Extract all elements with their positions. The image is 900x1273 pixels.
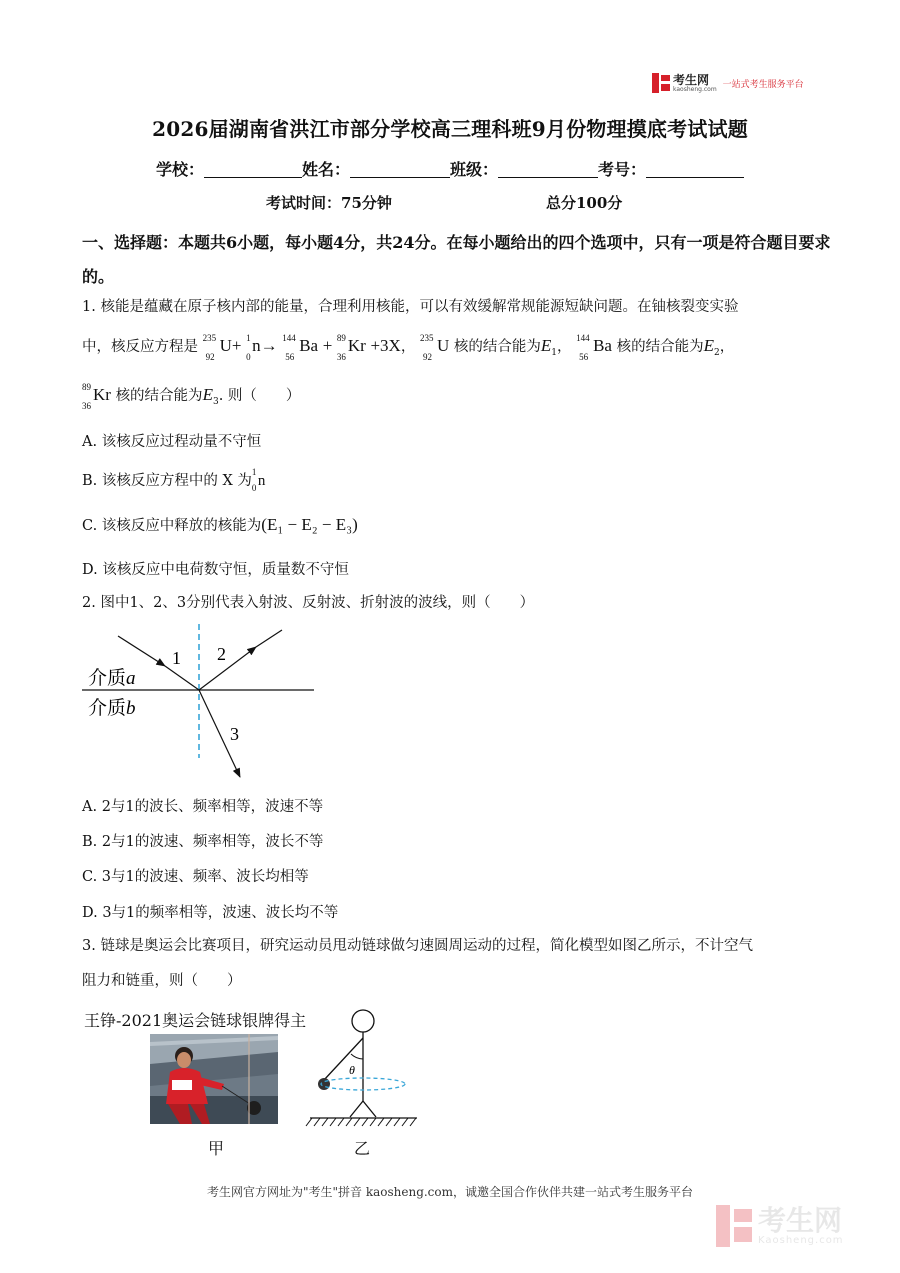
medium-b-label: 介质b — [88, 697, 136, 719]
q2-option-a[interactable]: A. 2与1的波长、频率相等，波速不等 — [82, 799, 324, 815]
student-info-row — [0, 157, 900, 180]
athlete-photo — [150, 1034, 278, 1124]
incident-ray — [165, 666, 199, 690]
q1-option-c[interactable]: C. 该核反应中释放的核能为(E₁ − E₂ − E₃) — [82, 515, 358, 534]
ray-label-2: 2 — [217, 644, 226, 664]
kaosheng-watermark-icon — [716, 1205, 752, 1247]
class-blank[interactable] — [498, 161, 598, 178]
ray-label-3: 3 — [230, 724, 239, 744]
reflected-ray-arrow — [199, 647, 256, 690]
nuclide-kr89: 89 36 Kr — [336, 333, 366, 362]
hammer-throw-model — [300, 1004, 425, 1132]
logo-name: 考生网 — [673, 72, 710, 87]
label-jia: 甲 — [208, 1139, 225, 1158]
q1-option-d[interactable]: D. 该核反应中电荷数守恒，质量数不守恒 — [82, 562, 349, 578]
q2-option-b[interactable]: B. 2与1的波速、频率相等，波长不等 — [82, 834, 324, 850]
reflected-ray — [256, 630, 282, 647]
name-label: 姓名： — [301, 160, 350, 179]
chain-line — [324, 1038, 363, 1080]
nuclide-ba144-ref: 144 56 Ba — [576, 333, 612, 362]
hammer-ball — [318, 1078, 330, 1090]
exam-no-label: 考号： — [598, 160, 647, 179]
kaosheng-watermark — [716, 1205, 844, 1247]
q1-line2-prefix: 中，核反应方程是 — [82, 339, 198, 355]
ray-label-1: 1 — [172, 648, 181, 668]
q2-option-d[interactable]: D. 3与1的频率相等，波速、波长均不等 — [82, 905, 339, 921]
q3-line1: 3. 链球是奥运会比赛项目，研究运动员甩动链球做匀速圆周运动的过程，简化模型如图乙所示，不计空气 — [82, 938, 753, 954]
q1-line1: 1. 核能是蕴藏在原子核内部的能量，合理利用核能，可以有效缓解常规能源短缺问题。在铀核裂变实验 — [82, 299, 739, 315]
nuclide-u235: 235 92 U — [202, 333, 232, 362]
watermark-domain: Kaosheng.com — [758, 1234, 844, 1246]
medium-a-label: 介质a — [88, 667, 136, 689]
theta-label: θ — [349, 1063, 355, 1077]
nuclide-ba144: 144 56 Ba — [282, 333, 319, 362]
page-footer: 考生网官方网址为"考生"拼音 kaosheng.com，诚邀全国合作伙伴共建一站式考生服务平台 — [206, 1185, 694, 1199]
nuclide-kr89-ref: 89 36 Kr — [82, 382, 111, 411]
q1-line2: 中，核反应方程是 235 92 U+ 1 0 n→ 144 56 Ba + 89 36 Kr +3X， 235 92 U 核的结合能为$E_1$， 144 56 Ba 核的结合能为$E_2$， — [82, 333, 735, 362]
section-1-heading: 一、选择题：本题共6小题，每小题4分，共24分。在每小题给出的四个选项中，只有一项是符合题目要求的。 — [82, 233, 831, 286]
exam-time: 考试时间：75分钟 — [266, 194, 392, 212]
name-blank[interactable] — [350, 161, 450, 178]
q1-line3: 89 36 Kr 核的结合能为$E_3$. 则（ ） — [82, 382, 301, 411]
school-label: 学校： — [155, 160, 204, 179]
logo-slogan: 一站式考生服务平台 — [722, 79, 804, 90]
photo-caption: 王铮-2021奥运会链球银牌得主 — [84, 1011, 307, 1030]
class-label: 班级： — [450, 160, 499, 179]
nuclide-neutron: 1 0 n — [246, 333, 261, 362]
exam-no-blank[interactable] — [646, 161, 744, 178]
watermark-name: 考生网 — [758, 1203, 843, 1237]
wave-diagram — [82, 620, 322, 785]
q2-stem: 2. 图中1、2、3分别代表入射波、反射波、折射波的波线，则（ ） — [82, 595, 535, 611]
incident-ray-arrow — [118, 636, 165, 666]
label-yi: 乙 — [354, 1139, 371, 1158]
school-blank[interactable] — [204, 161, 302, 178]
q2-option-c[interactable]: C. 3与1的波速、频率、波长均相等 — [82, 869, 309, 885]
nuclide-u235-ref: 235 92 U — [419, 333, 450, 362]
option-b-neutron: 1 0 n — [251, 467, 266, 493]
kaosheng-logo[interactable] — [652, 72, 804, 94]
q3-line2: 阻力和链重，则（ ） — [82, 973, 242, 989]
head-circle — [352, 1010, 374, 1032]
exam-title: 2026届湖南省洪江市部分学校高三理科班9月份物理摸底考试试题 — [152, 117, 748, 141]
logo-domain: kaosheng.com — [673, 85, 717, 93]
q1-option-b[interactable]: B. 该核反应方程中的 X 为 1 0 n — [82, 467, 266, 493]
kaosheng-logo-icon — [652, 73, 670, 93]
q1-option-a[interactable]: A. 该核反应过程动量不守恒 — [82, 434, 262, 450]
total-score: 总分100分 — [546, 194, 623, 212]
